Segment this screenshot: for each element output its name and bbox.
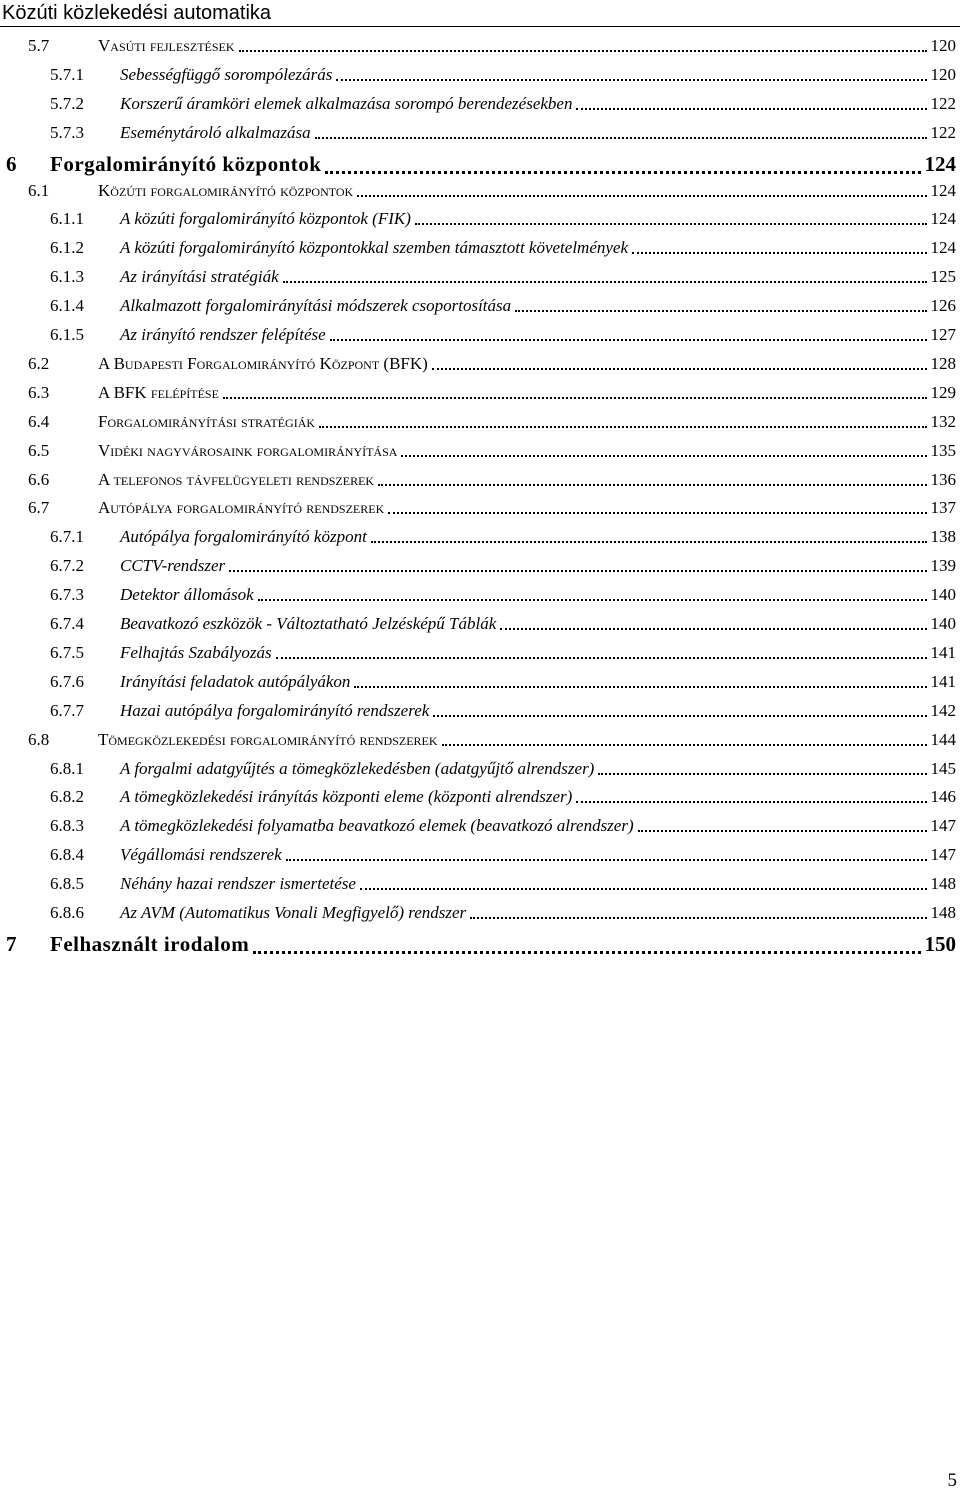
toc-entry[interactable] [0,94,960,120]
toc-entry[interactable] [0,123,960,149]
toc-entry-number: 6.8.1 [50,758,84,778]
toc-entry-number: 6.8.5 [50,874,84,894]
toc-entry-number: 6.7.6 [50,671,84,691]
toc-entry-page: 122 [930,93,956,113]
toc-entry-page: 127 [930,325,956,344]
header-title: Közúti közlekedési automatika [2,2,272,24]
toc-entry[interactable] [0,209,960,235]
toc-entry-number: 6.8.4 [50,845,84,865]
toc-entry-title: A forgalmi adatgyűjtés a tömegközlekedésben (adatgyűjtő alrendszer) [120,758,595,778]
toc-entry-page: 120 [930,36,956,55]
dot-leader [276,657,927,659]
toc-entry-title: A telefonos távfelügyeleti rendszerek [98,469,375,489]
toc-entry-page: 122 [930,122,956,142]
toc-entry-title: Vasúti fejlesztések [98,36,235,55]
toc-entry-number: 6.1.4 [50,296,84,316]
toc-entry-title: A tömegközlekedési irányítás központi eleme (központi alrendszer) [120,787,573,807]
dot-leader [315,137,927,139]
dot-leader [258,599,927,601]
toc-entry-number: 6.8.6 [50,903,84,922]
dot-leader [357,195,926,197]
toc-entry-title: Beavatkozó eszközök - Változtatható Jelzésképű Táblák [120,614,497,633]
toc-entry-number: 6.1.3 [50,267,84,287]
toc-entry[interactable] [0,845,960,871]
toc-entry-title: A közúti forgalomirányító központok (FIK) [120,209,411,229]
toc-entry-page: 147 [930,816,956,836]
toc-entry[interactable] [0,932,960,958]
running-header [0,0,960,27]
toc-entry-number: 6.8.3 [50,816,84,836]
dot-leader [223,397,927,399]
toc-entry[interactable] [0,816,960,842]
toc-entry-page: 136 [930,469,956,489]
toc-entry-page: 141 [930,671,956,691]
toc-entry-page: 124 [930,180,956,200]
toc-entry-page: 140 [930,585,956,605]
toc-entry-title: Néhány hazai rendszer ismertetése [120,874,356,894]
toc-entry-number: 6.1.5 [50,325,84,344]
toc-entry-title: Vidéki nagyvárosaink forgalomirányítása [98,440,398,460]
toc-entry-title: CCTV-rendszer [120,556,226,576]
toc-entry-number: 5.7 [28,36,50,55]
toc-entry-title: Közúti forgalomirányító központok [98,180,354,200]
toc-entry-page: 138 [930,527,956,547]
toc-entry[interactable] [0,903,960,929]
dot-leader [638,830,927,832]
dot-leader [515,310,926,312]
toc-entry[interactable] [0,614,960,640]
dot-leader [319,426,926,428]
toc-entry-title: Detektor állomások [120,585,254,605]
dot-leader [432,368,927,370]
toc-entry[interactable] [0,152,960,178]
toc-entry-title: A Budapesti Forgalomirányító Központ (BFK) [98,353,428,373]
dot-leader [500,628,926,630]
toc-entry[interactable] [0,730,960,756]
toc-entry[interactable] [0,470,960,496]
toc-entry-number: 6.1.1 [50,209,84,229]
toc-entry-page: 124 [930,209,956,229]
toc-entry-number: 6.2 [28,353,50,373]
dot-leader [433,715,926,717]
toc-entry-number: 5.7.2 [50,93,84,113]
toc-entry-title: A közúti forgalomirányító központokkal szemben támasztott követelmények [120,238,629,258]
toc-entry-title: Forgalomirányító központok [50,151,322,176]
toc-entry-number: 6.7.4 [50,614,84,633]
toc-entry[interactable] [0,238,960,264]
toc-entry-number: 6.4 [28,411,50,431]
toc-entry-title: A BFK felépítése [98,382,219,402]
dot-leader [442,744,927,746]
dot-leader [576,108,926,110]
dot-leader [415,223,927,225]
dot-leader [286,859,927,861]
dot-leader [401,455,926,457]
toc-entry-number: 6.7.5 [50,642,84,662]
dot-leader [354,686,926,688]
dot-leader [388,512,926,514]
toc-entry-title: Felhasznált irodalom [50,931,250,956]
toc-entry-title: Felhajtás Szabályozás [120,642,272,662]
toc-entry-page: 144 [930,729,956,749]
toc-entry-title: Az AVM (Automatikus Vonali Megfigyelő) rendszer [120,903,467,922]
toc-entry-page: 124 [924,151,956,176]
dot-leader [632,252,926,254]
toc-entry[interactable] [0,787,960,813]
toc-entry[interactable] [0,181,960,207]
toc-entry-page: 125 [930,267,956,287]
toc-entry-page: 146 [930,787,956,807]
toc-entry-number: 6.6 [28,469,50,489]
toc-entry-number: 5.7.1 [50,64,84,84]
toc-entry[interactable] [0,412,960,438]
toc-entry-number: 5.7.3 [50,122,84,142]
dot-leader [330,339,927,341]
toc-entry[interactable] [0,383,960,409]
toc-entry[interactable] [0,672,960,698]
toc-entry-title: Korszerű áramköri elemek alkalmazása sorompó berendezésekben [120,93,573,113]
toc-entry-title: Alkalmazott forgalomirányítási módszerek csoportosítása [120,296,512,316]
toc-entry-number: 6.8 [28,729,50,749]
toc-entry-page: 145 [930,758,956,778]
dot-leader [229,570,926,572]
toc-entry-page: 142 [930,700,956,720]
toc-entry-number: 6.8.2 [50,787,84,807]
dot-leader [598,773,926,775]
toc-entry-page: 126 [930,296,956,316]
toc-entry[interactable] [0,643,960,669]
dot-leader [378,484,926,486]
dot-leader [576,801,926,803]
toc-entry[interactable] [0,874,960,900]
toc-entry-page: 150 [924,931,956,956]
toc-entry-page: 129 [930,382,956,402]
toc-entry-number: 6.7.1 [50,527,84,547]
toc-entry-title: Forgalomirányítási stratégiák [98,411,316,431]
toc-entry[interactable] [0,498,960,524]
toc-entry-number: 6.7.3 [50,585,84,605]
toc-entry[interactable] [0,527,960,553]
toc-entry[interactable] [0,65,960,91]
toc-entry-number: 6 [6,151,17,176]
dot-leader [371,541,927,543]
toc-entry-title: Autópálya forgalomirányító rendszerek [98,498,385,518]
toc-entry-title: Hazai autópálya forgalomirányító rendszerek [120,700,430,720]
toc-entry-number: 6.7.2 [50,556,84,576]
dot-leader [336,79,926,81]
toc-entry-number: 6.1.2 [50,238,84,258]
toc-entry-title: Eseménytároló alkalmazása [120,122,311,142]
toc-entry-title: A tömegközlekedési folyamatba beavatkozó elemek (beavatkozó alrendszer) [120,816,634,836]
toc-entry-page: 147 [930,845,956,865]
dot-leader [470,917,926,919]
toc-entry-title: Autópálya forgalomirányító központ [120,527,367,547]
toc-entry-number: 6.7 [28,498,50,518]
toc-entry-title: Végállomási rendszerek [120,845,282,865]
toc-entry-page: 132 [930,411,956,431]
toc-entry-page: 140 [930,614,956,633]
toc-entry-page: 141 [930,642,956,662]
toc-entry[interactable] [0,36,960,62]
toc-entry-number: 6.1 [28,180,50,200]
toc-entry-title: Tömegközlekedési forgalomirányító rendszerek [98,729,438,749]
toc-entry[interactable] [0,556,960,582]
toc-entry-number: 6.7.7 [50,700,84,720]
toc-entry[interactable] [0,296,960,322]
toc-entry-number: 7 [6,931,17,956]
dot-leader [360,888,927,890]
toc-entry-page: 128 [930,353,956,373]
toc-entry[interactable] [0,325,960,351]
toc-entry-page: 135 [930,440,956,460]
toc-entry[interactable] [0,441,960,467]
toc-entry[interactable] [0,585,960,611]
toc-entry-page: 148 [930,903,956,922]
toc-entry-number: 6.3 [28,382,50,402]
toc-entry-title: Sebességfüggő sorompólezárás [120,64,333,84]
toc-entry-page: 137 [930,498,956,518]
toc-entry-page: 120 [930,64,956,84]
toc-entry-page: 139 [930,556,956,576]
dot-leader [325,171,920,174]
page-number: 5 [947,1470,957,1491]
toc-entry-title: Az irányítási stratégiák [120,267,279,287]
toc-entry-title: Irányítási feladatok autópályákon [120,671,351,691]
toc-entry-title: Az irányító rendszer felépítése [120,325,326,344]
toc-entry[interactable] [0,267,960,293]
toc-entry-page: 124 [930,238,956,258]
dot-leader [283,281,927,283]
dot-leader [253,951,920,954]
toc-entry[interactable] [0,701,960,727]
toc-entry-page: 148 [930,874,956,894]
dot-leader [239,50,927,52]
toc-entry-number: 6.5 [28,440,50,460]
toc-entry[interactable] [0,759,960,785]
toc-entry[interactable] [0,354,960,380]
